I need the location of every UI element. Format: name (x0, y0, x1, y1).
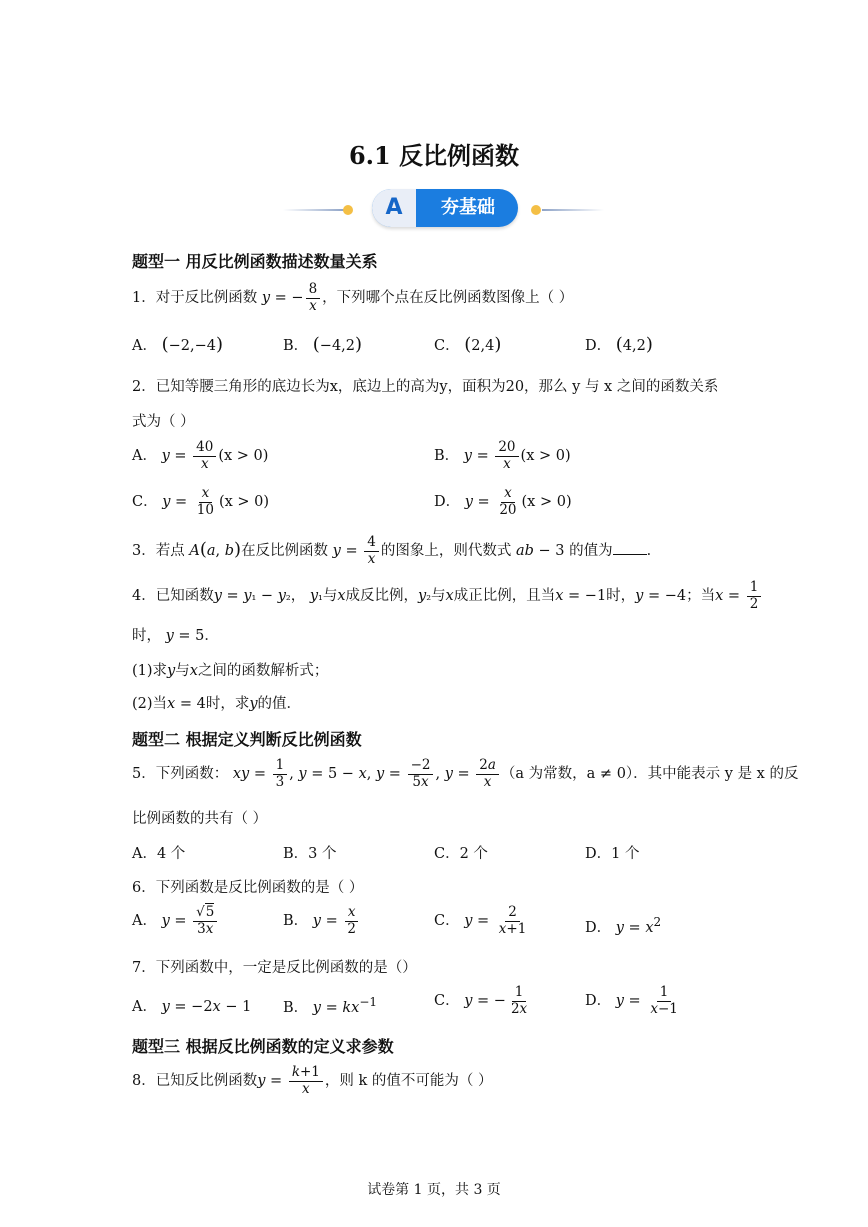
q6-option-a: A． y = $\frac{√5}{3x}$ (132, 905, 219, 937)
question-6: 6．下列函数是反比例函数的是（ ） (132, 880, 364, 896)
question-7: 7．下列函数中，一定是反比例函数的是（） (132, 960, 417, 976)
question-4-line-2: 时， y = 5． (132, 628, 219, 644)
question-4-line-1: 4．已知函数y = y₁ − y₂， y₁与x成反比例，y₂与x成正比例，且当x = −1时，y = −4；当x = $\frac{1}{2}$ (132, 580, 763, 612)
q2-option-d: D． y = $\frac{x}{20}$ (x > 0) (434, 485, 572, 518)
section-heading-2: 题型二 根据定义判断反比例函数 (132, 730, 362, 749)
q2-option-c: C． y = $\frac{x}{10}$ (x > 0) (132, 485, 270, 518)
q1-suffix: ，下列哪个点在反比例函数图像上（ ） (322, 290, 574, 307)
q5-option-c: C．2 个 (434, 846, 488, 862)
question-4-part-2: (2)当x = 4时，求y的值． (132, 696, 302, 712)
question-1: 1．对于反比例函数 y = − $\frac{8}{x}$ ，下列哪个点在反比例函数图像上（ ） (132, 281, 574, 314)
q7-option-a: A． y = −2x − 1 (132, 999, 252, 1015)
banner-dot-right (531, 205, 541, 215)
q7-option-c: C． y = − $\frac{1}{2x}$ (434, 984, 528, 1017)
banner-line-right (542, 209, 604, 211)
q2-option-b: B． y = $\frac{20}{x}$ (x > 0) (434, 439, 571, 472)
q6-option-d: D． $y = x^2$ (585, 915, 662, 936)
q1-fraction: $\frac{8}{x}$ (306, 282, 321, 314)
q2-option-a: A． y = $\frac{40}{x}$ (x > 0) (132, 439, 269, 472)
q6-option-b: B． y = $\frac{x}{2}$ (283, 905, 361, 937)
page-footer: 试卷第 1 页，共 3 页 (367, 1182, 501, 1198)
banner-line-left (283, 209, 345, 211)
q1-option-b: B． (−4,2) (283, 334, 363, 355)
q1-option-d: D． (4,2) (585, 334, 653, 355)
question-8: 8．已知反比例函数y = $\frac{k+1}{x}$ ，则 k 的值不可能为（ ） (132, 1064, 493, 1097)
q5-option-a: A．4 个 (132, 846, 186, 862)
question-4-part-1: (1)求y与x之间的函数解析式； (132, 663, 329, 679)
q3-answer-blank[interactable] (613, 554, 647, 555)
question-5-line-1: 5．下列函数： xy = $\frac{1}{3}$ , y = 5 − x, y = $\frac{-2}{5x}$ , y = $\frac{2a}{x}$ （a 为常数，a ≠ 0）．其中能表示 y 是 x 的反 (132, 757, 799, 790)
section-heading-1: 题型一 用反比例函数描述数量关系 (132, 252, 378, 271)
question-2-line-2: 式为（ ） (132, 414, 195, 430)
q1-prefix: 1．对于反比例函数 (132, 290, 258, 307)
q1-option-a: A． (−2,−4) (132, 334, 224, 355)
q1-option-c: C． (2,4) (434, 334, 502, 355)
q7-option-d: D． y = $\frac{1}{x-1}$ (585, 984, 678, 1017)
q6-option-c: C． y = $\frac{2}{x+1}$ (434, 904, 527, 937)
q5-option-b: B．3 个 (283, 846, 337, 862)
q5-option-d: D．1 个 (585, 846, 640, 862)
banner-text: 夯基础 (441, 197, 495, 218)
banner-letter: A (372, 189, 416, 227)
section-heading-3: 题型三 根据反比例函数的定义求参数 (132, 1037, 394, 1056)
page-title: 6.1 反比例函数 (348, 141, 520, 170)
banner-dot-left (343, 205, 353, 215)
question-5-line-2: 比例函数的共有（ ） (132, 811, 268, 827)
question-2-line-1: 2．已知等腰三角形的底边长为x，底边上的高为y，面积为20，那么 y 与 x 之间的函数关系 (132, 379, 719, 395)
q7-option-b: B． $y = kx^{-1}$ (283, 995, 378, 1016)
question-3: 3．若点 A(a, b)在反比例函数 y = $\frac{4}{x}$ 的图象上，则代数式 ab − 3 的值为 ． (132, 534, 662, 567)
